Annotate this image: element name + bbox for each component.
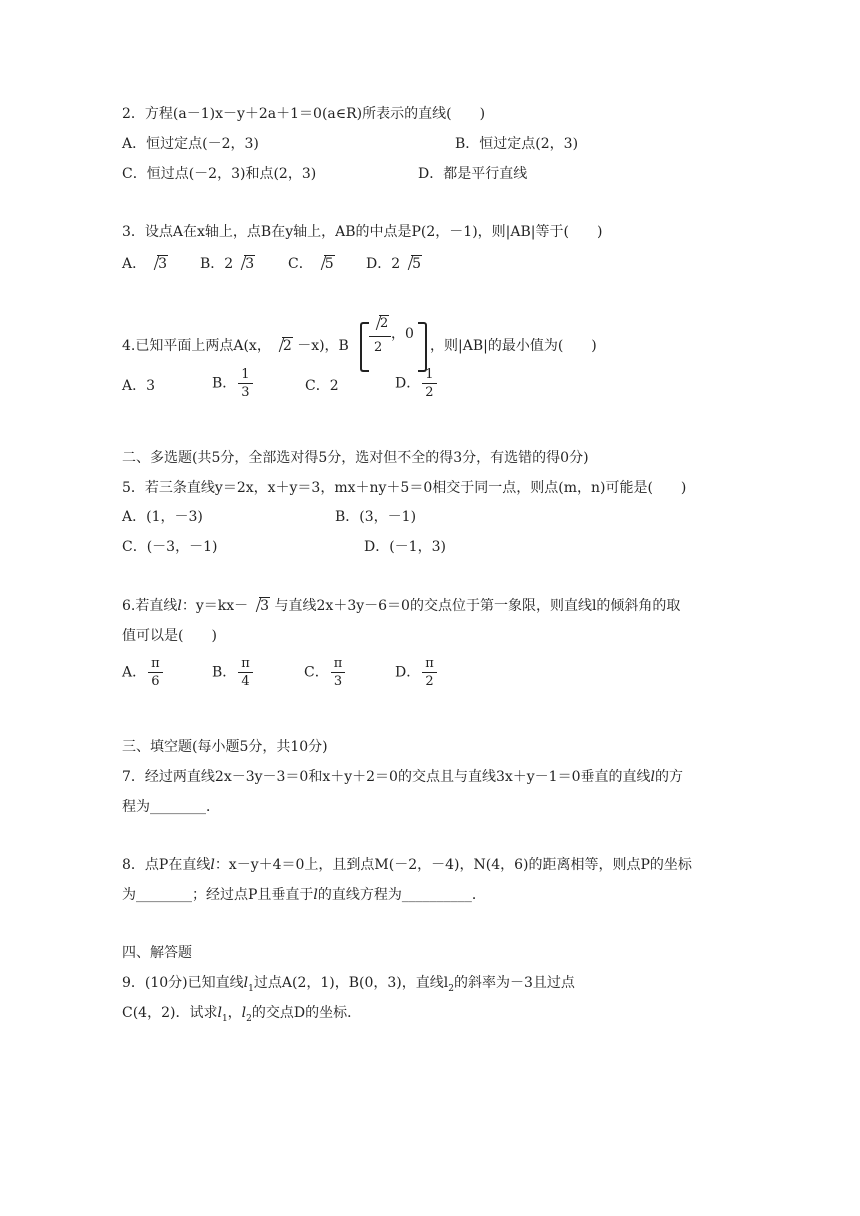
q4-stem: 4.已知平面上两点A(x， 2 －x)，B	[122, 338, 349, 354]
sqrt-symbol: 5	[402, 254, 422, 274]
q6-option-a: A． $\frac{\pi}{6}$	[122, 655, 165, 690]
q6-stem: 6.若直线l：y＝kx－ 3 与直线2x＋3y－6＝0的交点位于第一象限，则直线l的倾斜角的取	[122, 598, 681, 614]
section-2-heading: 二、多选题(共5分，全部选对得5分，选对但不全的得3分，有选错的得0分)	[122, 450, 589, 466]
sqrt-symbol: 2	[273, 336, 293, 356]
q3-option-b: B．2 3	[200, 256, 255, 272]
sqrt-symbol: 3	[148, 254, 168, 274]
q9-stem-line2: C(4，2)．试求$l_1$，$l_2$的交点D的坐标．	[122, 1005, 362, 1024]
q6-option-b: B． $\frac{\pi}{4}$	[212, 655, 255, 690]
q4-stem-end: ，则|AB|的最小值为( )	[430, 338, 597, 354]
fraction: $\frac{\pi}{2}$	[422, 655, 437, 690]
q2-stem: 2．方程(a－1)x－y＋2a＋1＝0(a∈R)所表示的直线( )	[122, 106, 486, 122]
sqrt-symbol: 3	[235, 254, 255, 274]
q7-stem-line2: 程为________．	[122, 799, 220, 815]
section-3-heading: 三、填空题(每小题5分，共10分)	[122, 739, 328, 755]
q4-point-b-x-num	[368, 314, 389, 334]
q6-option-c: C． $\frac{\pi}{3}$	[304, 655, 347, 690]
q4-option-b: B． $\frac{1}{3}$	[212, 366, 255, 401]
fraction-bar	[369, 336, 391, 337]
q6-stem-line2: 值可以是( )	[122, 628, 217, 644]
fraction: $\frac{1}{3}$	[238, 366, 252, 401]
q2-option-d: D．都是平行直线	[418, 166, 528, 182]
q3-option-c: C． 5	[288, 256, 334, 272]
q8-stem-line2: 为________；经过点P且垂直于l的直线方程为__________．	[122, 887, 486, 903]
q5-option-d: D．(－1，3)	[364, 539, 446, 555]
q3-stem: 3．设点A在x轴上，点B在y轴上，AB的中点是P(2，－1)，则|AB|等于( )	[122, 224, 603, 240]
q2-option-b: B．恒过定点(2，3)	[455, 136, 579, 152]
section-4-heading: 四、解答题	[122, 945, 192, 961]
q3-option-a: A． 3	[122, 256, 168, 272]
q6-option-d: D． $\frac{\pi}{2}$	[395, 655, 439, 690]
q9-stem: 9．(10分)已知直线$l_1$过点A(2，1)，B(0，3)，直线$l_2$的斜率为－3且过点	[122, 975, 575, 994]
fraction: $\frac{\pi}{6}$	[148, 655, 163, 690]
q7-stem: 7．经过两直线2x－3y－3＝0和x＋y＋2＝0的交点且与直线3x＋y－1＝0垂直的直线l的方	[122, 769, 683, 785]
q5-option-c: C．(－3，－1)	[122, 539, 218, 555]
right-bracket	[418, 322, 427, 372]
q3-option-d: D．2 5	[366, 256, 422, 272]
q4-point-b-x-den: 2	[374, 340, 383, 355]
q4-point-b-y: ，0	[391, 326, 414, 342]
q5-option-b: B．(3，－1)	[335, 509, 417, 525]
fraction: $\frac{\pi}{3}$	[331, 655, 346, 690]
sqrt-symbol: 2	[370, 314, 389, 334]
q8-stem: 8．点P在直线l：x－y＋4＝0上，且到点M(－2，－4)，N(4，6)的距离相等，则点P的坐标	[122, 857, 692, 873]
fraction: $\frac{\pi}{4}$	[238, 655, 253, 690]
q5-stem: 5．若三条直线y＝2x，x＋y＝3，mx＋ny＋5＝0相交于同一点，则点(m，n)可能是( )	[122, 480, 687, 496]
sqrt-symbol: 3	[250, 596, 270, 616]
fraction: $\frac{1}{2}$	[422, 366, 436, 401]
q4-option-c: C．2	[305, 378, 339, 394]
sqrt-symbol: 5	[315, 254, 335, 274]
q2-option-a: A．恒过定点(－2，3)	[122, 136, 259, 152]
q5-option-a: A．(1，－3)	[122, 509, 203, 525]
q2-option-c: C．恒过点(－2，3)和点(2，3)	[122, 166, 317, 182]
q4-option-a: A．3	[122, 378, 156, 394]
q4-option-d: D． $\frac{1}{2}$	[395, 366, 439, 401]
